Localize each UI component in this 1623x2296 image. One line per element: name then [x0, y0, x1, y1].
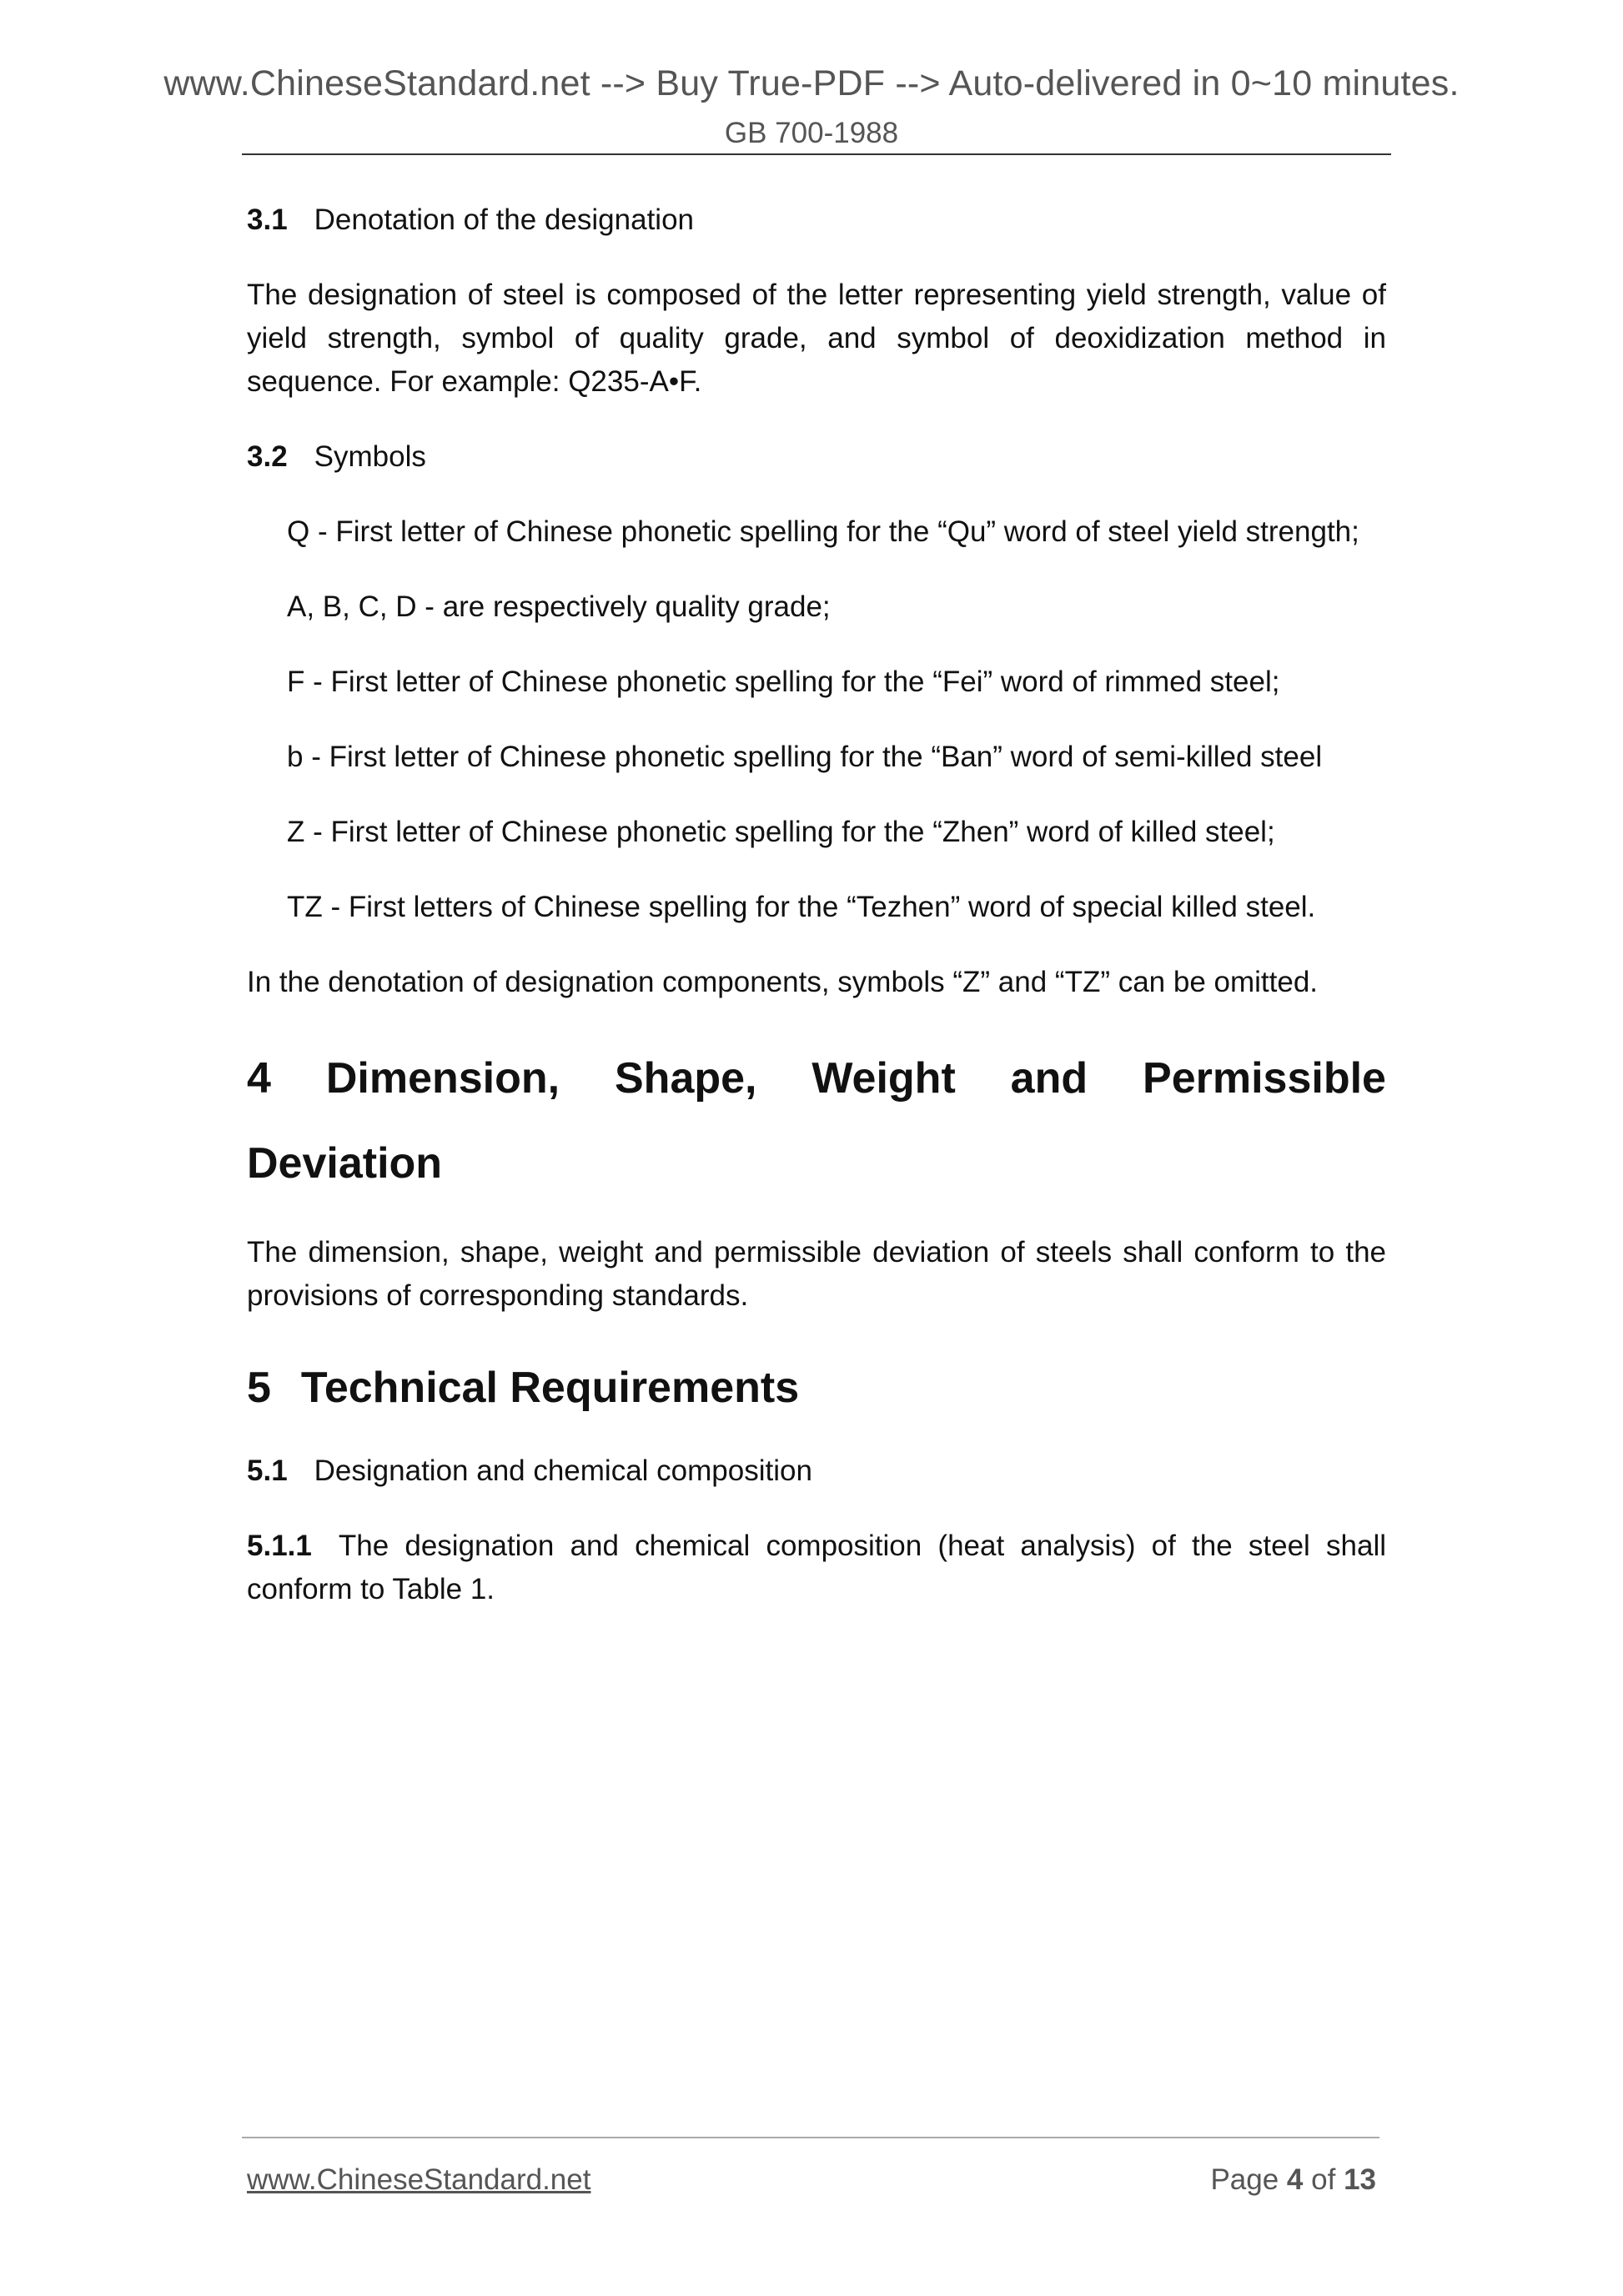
footer-divider	[242, 2137, 1379, 2138]
section-4-heading-line2: Deviation	[247, 1139, 443, 1188]
clause-3-1-heading	[247, 198, 1386, 242]
clause-5-1-heading	[247, 1449, 1386, 1493]
clause-number: 5.1	[247, 1454, 288, 1487]
page-current: 4	[1286, 2163, 1304, 2196]
header-banner[interactable]: www.ChineseStandard.net --> Buy True-PDF --> Auto-delivered in 0~10 minutes.	[163, 63, 1460, 103]
document-body	[247, 198, 1386, 1643]
clause-number: 3.1	[247, 203, 288, 236]
clause-number: 5.1.1	[247, 1530, 312, 1562]
standard-code: GB 700-1988	[724, 117, 899, 149]
heading-word: Shape,	[615, 1054, 757, 1103]
heading-word: Weight	[812, 1054, 956, 1103]
clause-3-1-paragraph: The designation of steel is composed of the letter representing yield strength, value of yield strength, symbol of quality grade, and symbol of deoxidization method in sequence. For example: Q235-A•F.	[247, 279, 1386, 398]
header-divider	[242, 153, 1391, 155]
section-4-paragraph: The dimension, shape, weight and permissible deviation of steels shall conform to the provisions of corresponding standards.	[247, 1236, 1386, 1312]
page-total: 13	[1344, 2163, 1376, 2196]
symbol-item: A, B, C, D - are respectively quality grade;	[287, 590, 831, 623]
clause-text: The designation and chemical composition (heat analysis) of the steel shall conform to Table 1.	[247, 1530, 1386, 1605]
symbol-item: b - First letter of Chinese phonetic spelling for the “Ban” word of semi-killed steel	[287, 741, 1323, 773]
heading-word: Permissible	[1143, 1054, 1386, 1103]
section-number: 4	[247, 1054, 271, 1103]
section-title: Technical Requirements	[300, 1364, 800, 1412]
heading-word: Dimension,	[325, 1054, 560, 1103]
symbol-item: F - First letter of Chinese phonetic spelling for the “Fei” word of rimmed steel;	[287, 666, 1280, 698]
section-5-heading	[247, 1354, 1386, 1421]
symbol-item: TZ - First letters of Chinese spelling for the “Tezhen” word of special killed steel.	[287, 891, 1316, 923]
clause-3-2-heading	[247, 435, 1386, 479]
section-number: 5	[247, 1364, 271, 1412]
clause-title: Denotation of the designation	[314, 203, 694, 236]
page-prefix: Page	[1210, 2163, 1279, 2196]
footer-website-link[interactable]: www.ChineseStandard.net	[247, 2163, 591, 2196]
page-of: of	[1311, 2163, 1336, 2196]
clause-title: Designation and chemical composition	[314, 1454, 812, 1487]
symbol-item: Z - First letter of Chinese phonetic spelling for the “Zhen” word of killed steel;	[287, 816, 1275, 848]
heading-word: and	[1010, 1054, 1088, 1103]
clause-number: 3.2	[247, 440, 288, 473]
symbols-note: In the denotation of designation components, symbols “Z” and “TZ” can be omitted.	[247, 966, 1319, 998]
section-4-heading	[247, 1036, 1386, 1121]
clause-title: Symbols	[314, 440, 426, 473]
symbol-item: Q - First letter of Chinese phonetic spelling for the “Qu” word of steel yield strength;	[287, 515, 1359, 548]
page-indicator	[1210, 2163, 1376, 2197]
clause-5-1-1-paragraph	[247, 1525, 1386, 1611]
